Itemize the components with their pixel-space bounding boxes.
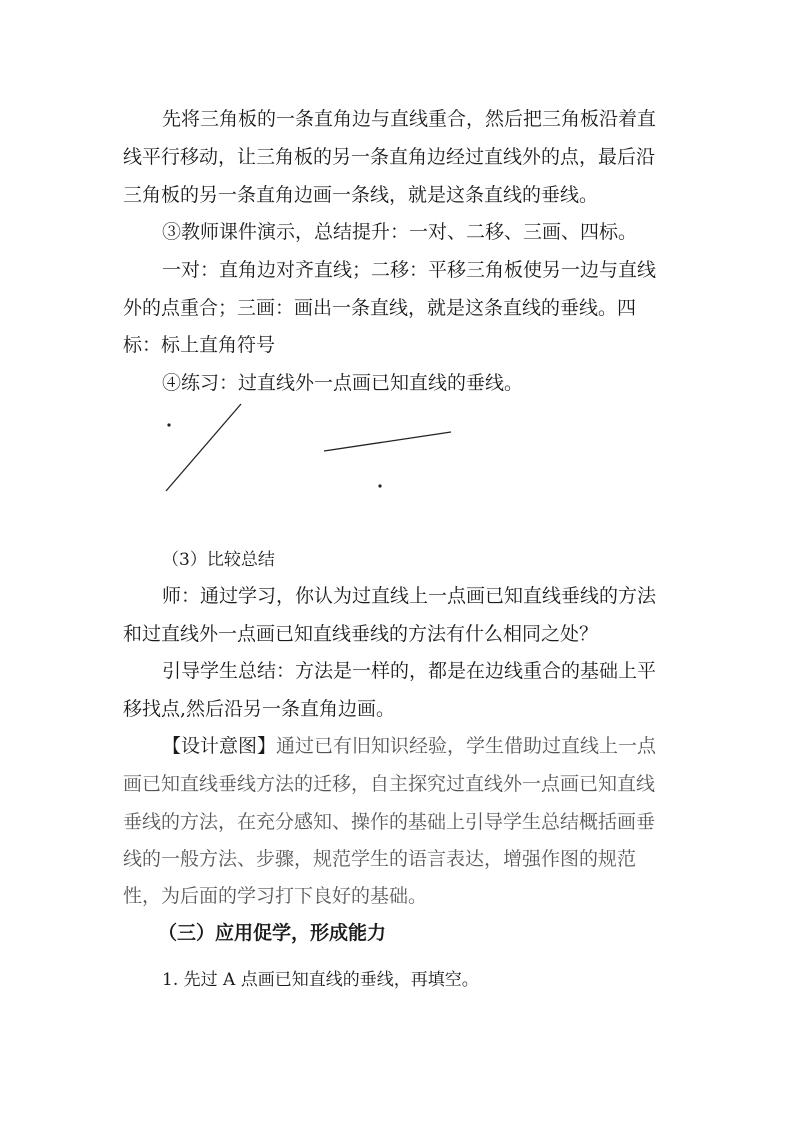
paragraph-line: 引导学生总结：方法是一样的，都是在边线重合的基础上平 bbox=[162, 660, 657, 682]
paragraph-line: 一对：直角边对齐直线；二移：平移三角板使另一边与直线 bbox=[162, 259, 657, 281]
paragraph-line: 移找点,然后沿另一条直角边画。 bbox=[123, 698, 396, 720]
paragraph-line: 和过直线外一点画已知直线垂线的方法有什么相同之处？ bbox=[123, 623, 599, 645]
design-note-prefix: 【设计意图】 bbox=[162, 735, 277, 757]
horizontal-line bbox=[324, 432, 451, 451]
paragraph-line: 线平行移动，让三角板的另一条直角边经过直线外的点，最后沿 bbox=[123, 146, 656, 168]
point bbox=[167, 423, 170, 426]
point bbox=[378, 484, 381, 487]
paragraph-line: 标：标上直角符号 bbox=[123, 334, 276, 356]
paragraph-line: ④练习：过直线外一点画已知直线的垂线。 bbox=[162, 372, 524, 394]
design-note-line: 画已知直线垂线方法的迁移，自主探究过直线外一点画已知直线 bbox=[123, 773, 656, 795]
paragraph-line: 师：通过学习，你认为过直线上一点画已知直线垂线的方法 bbox=[162, 585, 657, 607]
design-note-line: 垂线的方法，在充分感知、操作的基础上引导学生总结概括画垂 bbox=[123, 811, 656, 833]
section-heading: （三）应用促学，形成能力 bbox=[158, 922, 387, 944]
exercise-item: 1. 先过 A 点画已知直线的垂线，再填空。 bbox=[162, 970, 479, 990]
design-note-line bbox=[162, 734, 656, 758]
paragraph-line: 外的点重合；三画：画出一条直线，就是这条直线的垂线。四 bbox=[123, 297, 637, 319]
paragraph-line: 先将三角板的一条直角边与直线重合，然后把三角板沿着直 bbox=[162, 108, 657, 130]
design-note-line: 线的一般方法、步骤，规范学生的语言表达，增强作图的规范 bbox=[123, 848, 637, 870]
section-heading: （3）比较总结 bbox=[162, 550, 275, 570]
design-note-text: 通过已有旧知识经验，学生借助过直线上一点 bbox=[276, 735, 657, 757]
design-note-line: 性，为后面的学习打下良好的基础。 bbox=[123, 885, 428, 907]
slanted-line bbox=[166, 404, 241, 491]
paragraph-line: 三角板的另一条直角边画一条线，就是这条直线的垂线。 bbox=[123, 184, 599, 206]
paragraph-line: ③教师课件演示，总结提升：一对、二移、三画、四标。 bbox=[162, 221, 638, 243]
